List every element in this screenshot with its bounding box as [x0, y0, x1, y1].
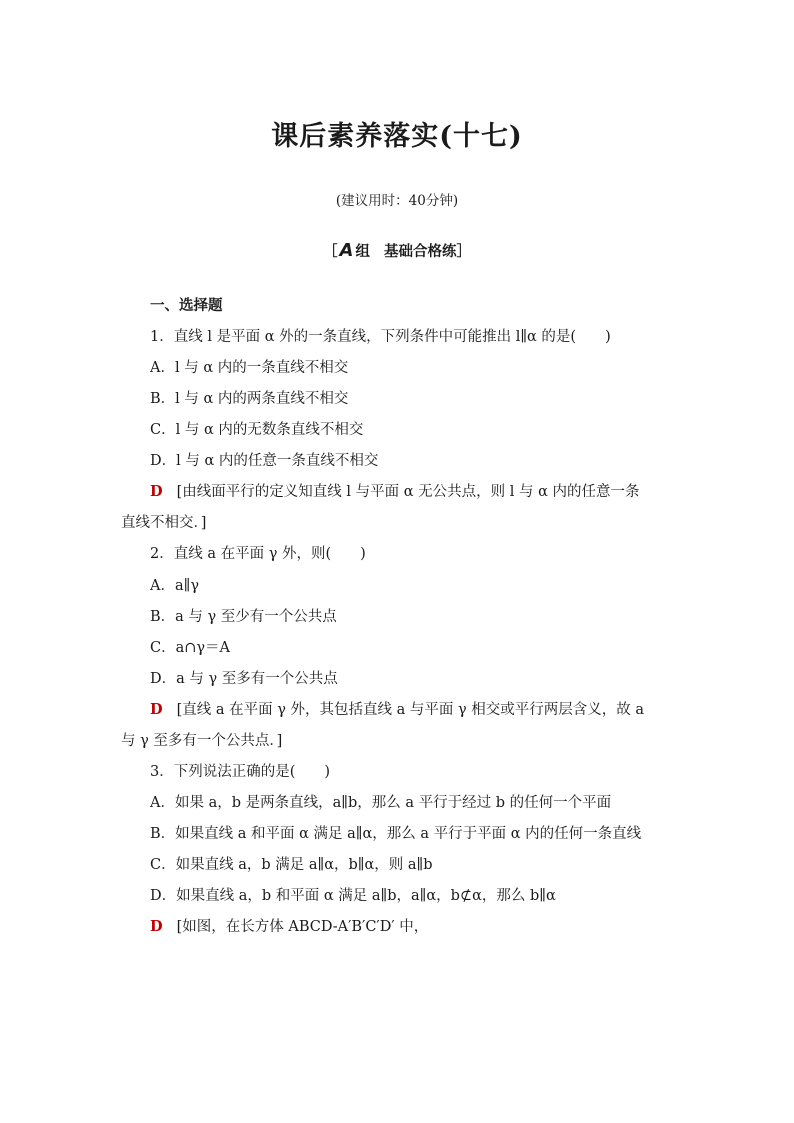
group-name: 基础合格练: [383, 243, 457, 260]
question-3-option-b: B．如果直线 a 和平面 α 满足 a∥α，那么 a 平行于平面 α 内的任何一条直线: [150, 826, 642, 842]
question-3-explanation: D [如图，在长方体 ABCD-A′B′C′D′ 中，: [150, 918, 429, 935]
question-3-option-c: C．如果直线 a，b 满足 a∥α，b∥α，则 a∥b: [150, 857, 433, 873]
question-2-option-a: A．a∥γ: [150, 578, 199, 594]
group-letter: A: [339, 240, 354, 261]
group-label: 组: [355, 243, 370, 260]
answer-letter: D: [150, 701, 163, 718]
question-2-explanation: D [直线 a 在平面 γ 外，其包括直线 a 与平面 γ 相交或平行两层含义，故 a: [150, 701, 644, 718]
question-1-explanation: D [由线面平行的定义知直线 l 与平面 α 无公共点，则 l 与 α 内的任意一条: [150, 483, 640, 500]
question-1-option-a: A．l 与 α 内的一条直线不相交: [150, 360, 349, 376]
answer-letter: D: [150, 483, 163, 500]
section-heading: 一、选择题: [150, 297, 223, 314]
bracket-left: ［: [323, 243, 338, 260]
question-1-stem: 1．直线 l 是平面 α 外的一条直线，下列条件中可能推出 l∥α 的是( ): [150, 329, 611, 345]
question-2-explanation-cont: 与 γ 至多有一个公共点．]: [121, 733, 283, 749]
question-3-option-d: D．如果直线 a，b 和平面 α 满足 a∥b，a∥α，b⊄α，那么 b∥α: [150, 888, 556, 904]
question-2-option-d: D．a 与 γ 至多有一个公共点: [150, 671, 338, 687]
group-heading: [0, 240, 794, 261]
question-1-option-b: B．l 与 α 内的两条直线不相交: [150, 391, 349, 407]
question-3-stem: 3．下列说法正确的是( ): [150, 764, 331, 780]
question-3-option-a: A．如果 a，b 是两条直线，a∥b，那么 a 平行于经过 b 的任何一个平面: [150, 795, 612, 811]
page-title: 课后素养落实(十七): [271, 121, 523, 152]
answer-letter: D: [150, 918, 163, 935]
question-1-option-c: C．l 与 α 内的无数条直线不相交: [150, 422, 364, 438]
question-2-option-c: C．a∩γ＝A: [150, 640, 231, 656]
suggested-time: (建议用时：40分钟): [335, 193, 459, 209]
bracket-right: ］: [456, 243, 471, 260]
question-2-stem: 2．直线 a 在平面 γ 外，则( ): [150, 546, 366, 562]
question-1-option-d: D．l 与 α 内的任意一条直线不相交: [150, 453, 379, 469]
question-2-option-b: B．a 与 γ 至少有一个公共点: [150, 609, 337, 625]
question-1-explanation-cont: 直线不相交．]: [121, 515, 207, 531]
